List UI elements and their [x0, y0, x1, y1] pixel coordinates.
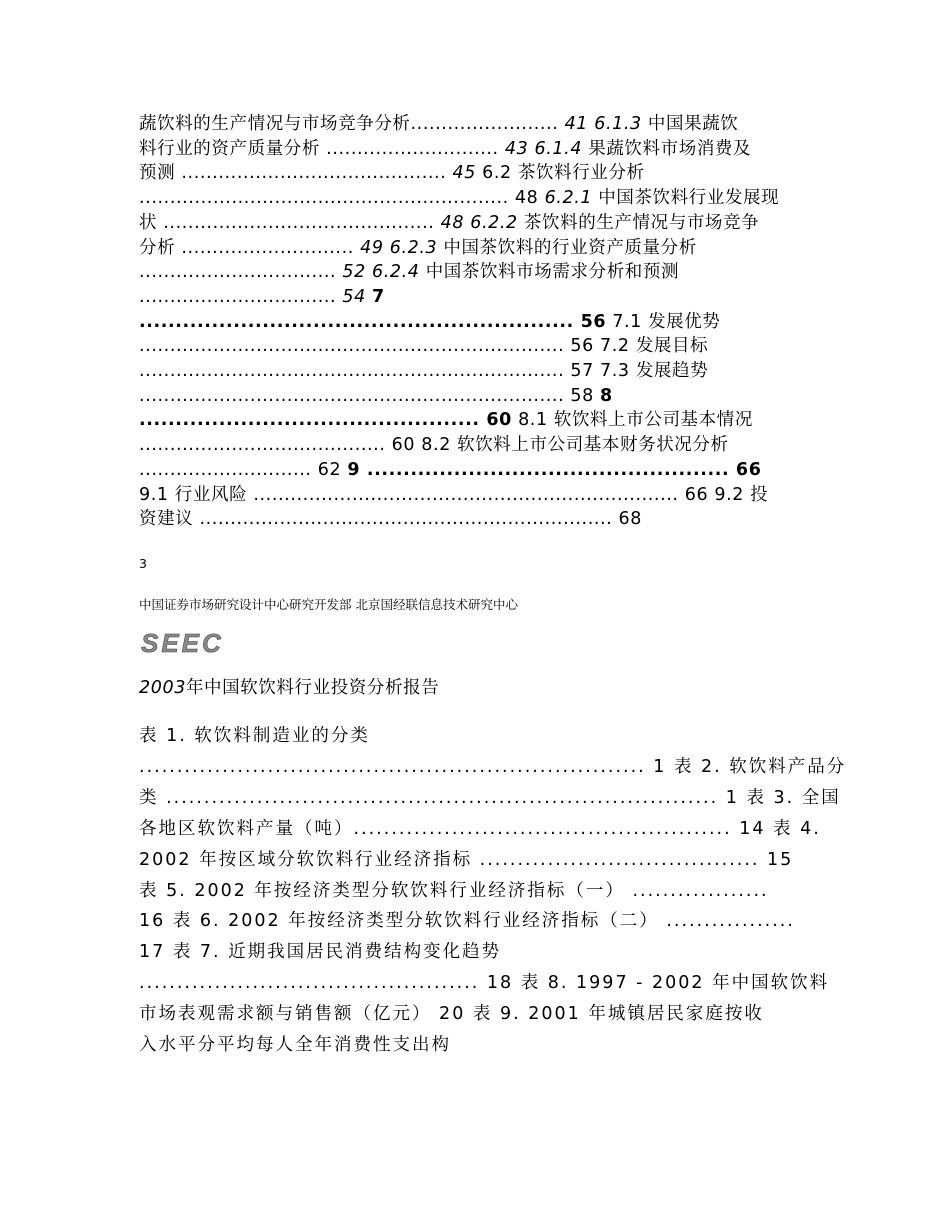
table-list-line: 类 ......................................................................... 1 表 3. 全国: [139, 787, 841, 808]
toc-line: [139, 260, 679, 284]
toc-line: [139, 137, 751, 161]
toc-line-segment: ............................ 62: [139, 459, 348, 480]
toc-line-segment: ............................................................ 48: [139, 188, 545, 209]
logo-text: SEEC: [141, 628, 224, 658]
toc-line-segment: 6.2 茶饮料行业分析: [476, 163, 645, 184]
toc-line: [139, 161, 645, 185]
toc-line-segment: ........................................ 60 8.2 软饮料上市公司基本财务状况分析: [139, 435, 729, 456]
toc-line-segment: 54: [342, 286, 366, 307]
toc-line: [139, 458, 761, 482]
toc-line-segment: 9 .................................................. 66: [347, 459, 762, 480]
toc-line-segment: 蔬饮料的生产情况与市场竞争分析........................: [139, 114, 565, 134]
toc-line-segment: 52 6.2.4: [342, 262, 420, 283]
page-number: 3: [139, 556, 147, 571]
table-list-line: 表 1. 软饮料制造业的分类: [139, 726, 370, 746]
toc-line-segment: 资建议 ................................................................... 68: [139, 509, 642, 530]
toc-line-segment: ................................: [139, 286, 343, 307]
toc-line-segment: ..................................................................... 57 7.3 发展趋势: [139, 361, 709, 381]
toc-line-segment: 中国茶饮料的行业资产质量分析: [437, 237, 697, 258]
toc-line-segment: ............................................... 60: [139, 410, 512, 431]
seec-logo: [139, 628, 279, 658]
toc-line-segment: 茶饮料的生产情况与市场竞争: [517, 212, 760, 233]
toc-line-segment: 41 6.1.3: [564, 114, 642, 134]
toc-line: [139, 483, 768, 507]
toc-line: [139, 310, 720, 334]
report-title: [139, 676, 439, 700]
table-list-line: 2002 年按区域分软饮料行业经济指标 ..................................... 15: [139, 849, 794, 870]
toc-line-segment: 预测 ...........................................: [139, 163, 453, 184]
toc-line-segment: ..................................................................... 56 7.2 发展目标: [139, 336, 709, 357]
toc-line-segment: 6.2.1: [544, 188, 593, 209]
table-list-line: 各地区软饮料产量（吨）.................................................. 14 表 4.: [139, 818, 821, 839]
toc-line-segment: 45: [452, 163, 476, 184]
toc-line-segment: ............................................................ 56: [139, 311, 607, 332]
toc-line-segment: 7: [372, 286, 385, 307]
toc-line: [139, 334, 708, 358]
report-title-text: 年中国软饮料行业投资分析报告: [185, 678, 440, 698]
toc-line: [139, 236, 697, 260]
toc-line: [139, 507, 642, 531]
toc-line: [139, 359, 708, 383]
toc-line-segment: 果蔬饮料市场消费及: [582, 138, 752, 159]
toc-line: [139, 433, 729, 457]
toc-line: [139, 408, 753, 432]
toc-line-segment: 分析 ............................: [139, 237, 361, 258]
toc-line-segment: 状 ............................................: [139, 212, 441, 233]
toc-line-segment: 43 6.1.4: [504, 138, 583, 159]
table-list-line: ................................................................... 1 表 2. 软饮料产品分: [139, 756, 847, 777]
toc-line: [139, 186, 779, 210]
toc-line-segment: 48 6.2.2: [440, 212, 518, 233]
toc-line-segment: 料行业的资产质量分析 ............................: [139, 138, 505, 159]
toc-line-segment: 8.1 软饮料上市公司基本情况: [511, 410, 753, 431]
table-list-line: ............................................. 18 表 8. 1997 - 2002 年中国软饮料: [139, 973, 830, 994]
header-organization: 中国证券市场研究设计中心研究开发部 北京国经联信息技术研究中心: [139, 597, 518, 612]
table-list-line: 17 表 7. 近期我国居民消费结构变化趋势: [139, 942, 502, 963]
toc-line-segment: ................................: [139, 262, 343, 283]
report-title-year: 2003: [139, 678, 186, 698]
toc-line-segment: 中国茶饮料市场需求分析和预测: [419, 262, 680, 283]
toc-line-segment: ..................................................................... 58: [139, 385, 601, 406]
toc-line-segment: 中国茶饮料行业发展现: [592, 188, 780, 209]
toc-line: [139, 211, 759, 235]
table-list-line: 表 5. 2002 年按经济类型分软饮料行业经济指标（一） ..................: [139, 880, 769, 901]
toc-line: [139, 285, 385, 309]
toc-line-segment: 7.1 发展优势: [606, 311, 721, 332]
table-list-line: 16 表 6. 2002 年按经济类型分软饮料行业经济指标（二） .................: [139, 911, 795, 932]
toc-line-segment: 8: [600, 385, 613, 406]
table-list-line: 市场表观需求额与销售额（亿元） 20 表 9. 2001 年城镇居民家庭按收: [139, 1004, 764, 1025]
table-list-line: 入水平分平均每人全年消费性支出构: [139, 1035, 451, 1055]
toc-line-segment: 9.1 行业风险 ..................................................................... 66 9.2 投: [139, 484, 769, 505]
toc-line-segment: 49 6.2.3: [360, 237, 438, 258]
toc-line: [139, 384, 613, 408]
toc-line: [139, 112, 738, 136]
toc-line-segment: 中国果蔬饮: [641, 114, 739, 134]
